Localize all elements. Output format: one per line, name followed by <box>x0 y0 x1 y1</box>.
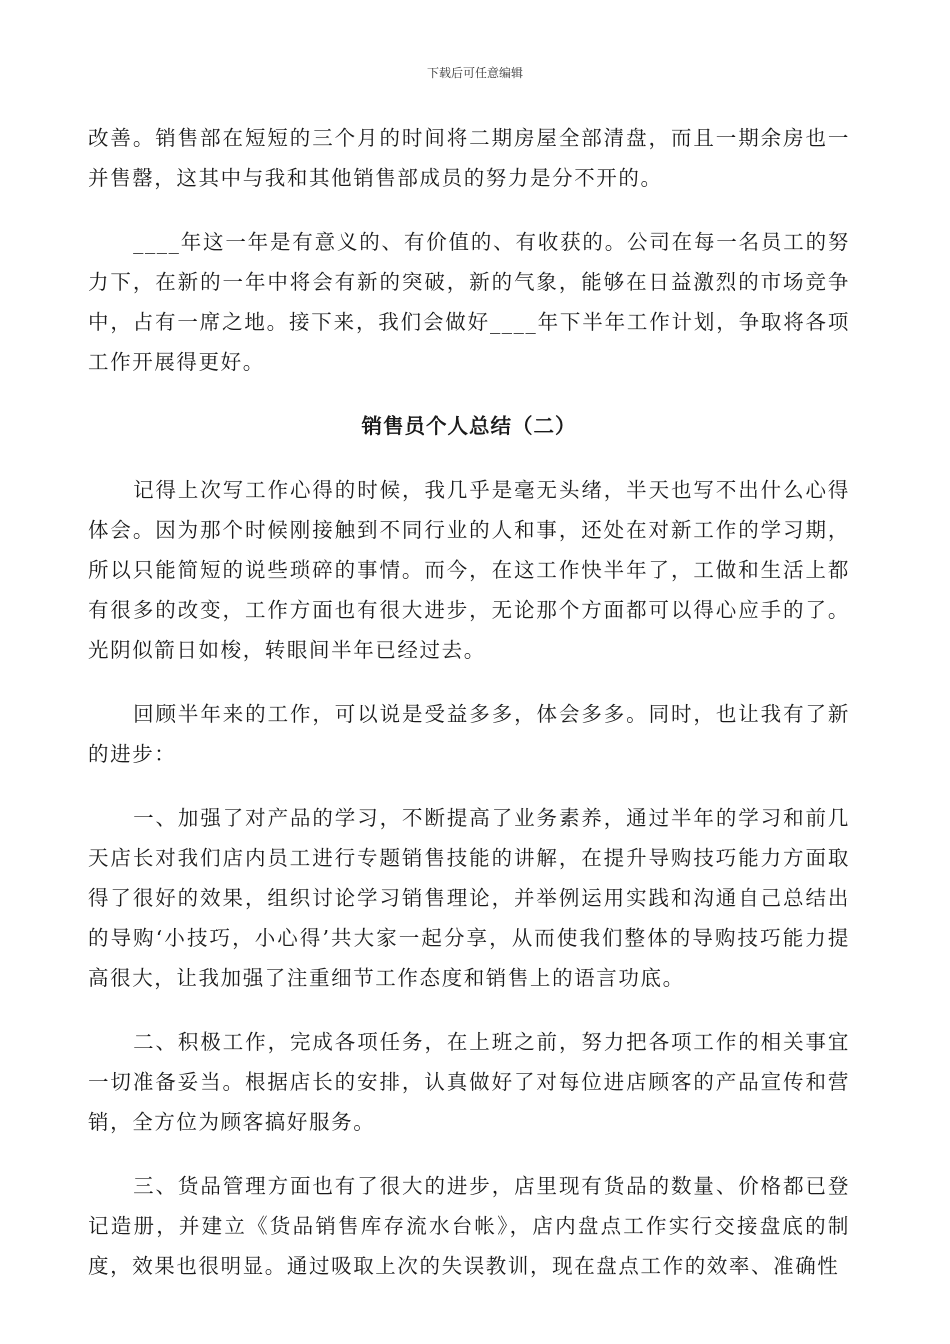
paragraph-point-two: 二、积极工作，完成各项任务，在上班之前，努力把各项工作的相关事宜一切准备妥当。根据店长的安排，认真做好了对每位进店顾客的产品宣传和营销，全方位为顾客搞好服务。 <box>88 1030 850 1134</box>
section-heading: 销售员个人总结（二） <box>361 414 577 438</box>
paragraph-review: 回顾半年来的工作，可以说是受益多多，体会多多。同时，也让我有了新的进步： <box>88 702 850 766</box>
document-body <box>88 118 850 1310</box>
paragraph-point-one: 一、加强了对产品的学习，不断提高了业务素养，通过半年的学习和前几天店长对我们店内员工进行专题销售技能的讲解，在提升导购技巧能力方面取得了很好的效果，组织讨论学习销售理论，并举例运用实践和沟通自己总结出的导购‘小技巧，小心得’共大家一起分享，从而使我们整体的导购技巧能力提高很大，让我加强了注重细节工作态度和销售上的语言功底。 <box>88 806 850 990</box>
paragraph-intro: 记得上次写工作心得的时候，我几乎是毫无头绪，半天也写不出什么心得体会。因为那个时候刚接触到不同行业的人和事，还处在对新工作的学习期，所以只能简短的说些琐碎的事情。而今，在这工作快半年了，工做和生活上都有很多的改变，工作方面也有很大进步，无论那个方面都可以得心应手的了。光阴似箭日如梭，转眼间半年已经过去。 <box>88 478 850 662</box>
paragraph-continuation: 改善。销售部在短短的三个月的时间将二期房屋全部清盘，而且一期余房也一并售罄，这其中与我和其他销售部成员的努力是分不开的。 <box>88 126 850 190</box>
paragraph-year-summary: ____年这一年是有意义的、有价值的、有收获的。公司在每一名员工的努力下，在新的一年中将会有新的突破，新的气象，能够在日益激烈的市场竞争中，占有一席之地。接下来，我们会做好____年下半年工作计划，争取将各项工作开展得更好。 <box>88 230 850 374</box>
page-header: 下载后可任意编辑 <box>426 66 523 80</box>
paragraph-point-three: 三、货品管理方面也有了很大的进步，店里现有货品的数量、价格都已登记造册，并建立《货品销售库存流水台帐》，店内盘点工作实行交接盘底的制度，效果也很明显。通过吸取上次的失误教训，现在盘点工作的效率、准确性 <box>88 1174 850 1278</box>
